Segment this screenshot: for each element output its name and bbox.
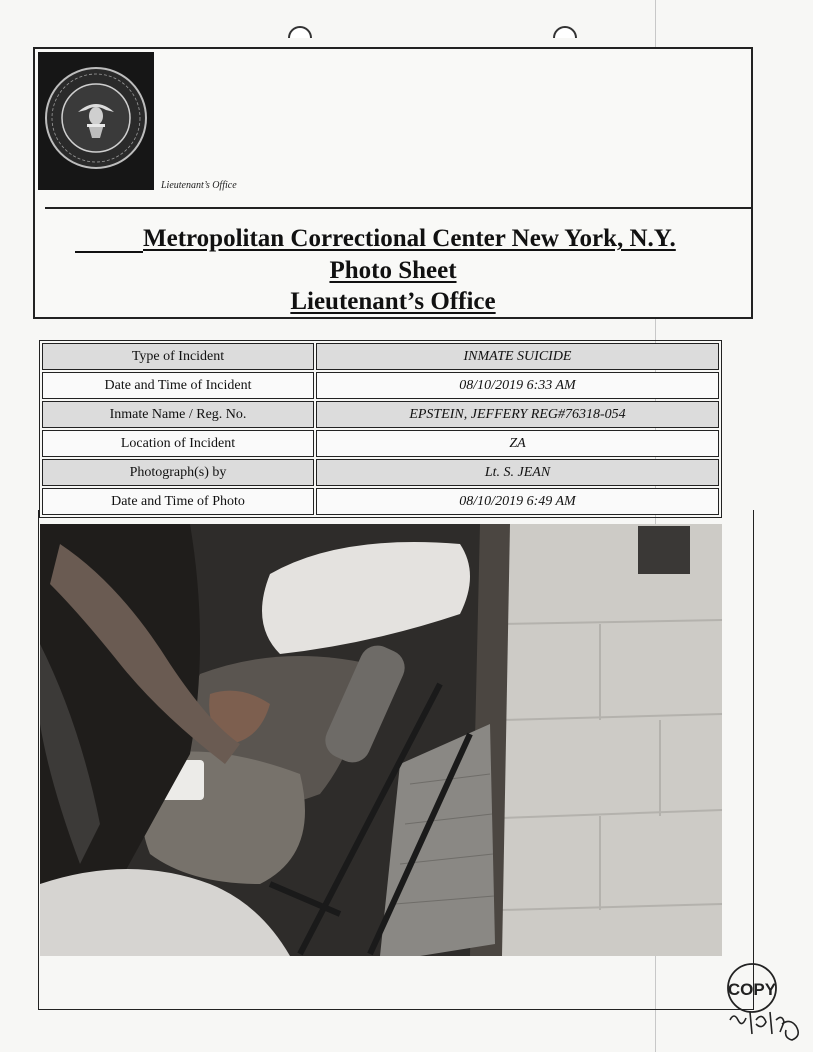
row-label: Type of Incident xyxy=(42,343,314,370)
title-underline-lead xyxy=(75,225,143,253)
title-facility xyxy=(75,225,723,253)
row-value: 08/10/2019 6:49 AM xyxy=(316,488,719,515)
copy-stamp xyxy=(716,960,810,1048)
svg-text:COPY: COPY xyxy=(727,980,777,999)
table-row xyxy=(42,459,719,486)
row-value: INMATE SUICIDE xyxy=(316,343,719,370)
row-label: Photograph(s) by xyxy=(42,459,314,486)
header-divider xyxy=(45,207,751,209)
row-value: 08/10/2019 6:33 AM xyxy=(316,372,719,399)
row-value: ZA xyxy=(316,430,719,457)
row-label: Location of Incident xyxy=(42,430,314,457)
table-row xyxy=(42,488,719,515)
incident-photograph xyxy=(40,524,722,956)
table-row xyxy=(42,430,719,457)
header-box xyxy=(33,47,753,319)
row-label: Inmate Name / Reg. No. xyxy=(42,401,314,428)
table-row xyxy=(42,372,719,399)
bureau-of-prisons-seal xyxy=(38,52,154,190)
incident-info-table xyxy=(39,340,722,518)
row-label: Date and Time of Incident xyxy=(42,372,314,399)
row-value: EPSTEIN, JEFFERY REG#76318-054 xyxy=(316,401,719,428)
row-value: Lt. S. JEAN xyxy=(316,459,719,486)
title-lieutenants-office: Lieutenant’s Office xyxy=(290,288,496,315)
punch-hole-right xyxy=(552,18,578,40)
title-facility-text: Metropolitan Correctional Center New York, N.Y. xyxy=(143,225,676,252)
row-label: Date and Time of Photo xyxy=(42,488,314,515)
office-caption: Lieutenant’s Office xyxy=(161,180,237,191)
table-row xyxy=(42,343,719,370)
punch-hole-left xyxy=(287,18,313,40)
title-photo-sheet: Photo Sheet xyxy=(329,257,457,284)
table-row xyxy=(42,401,719,428)
